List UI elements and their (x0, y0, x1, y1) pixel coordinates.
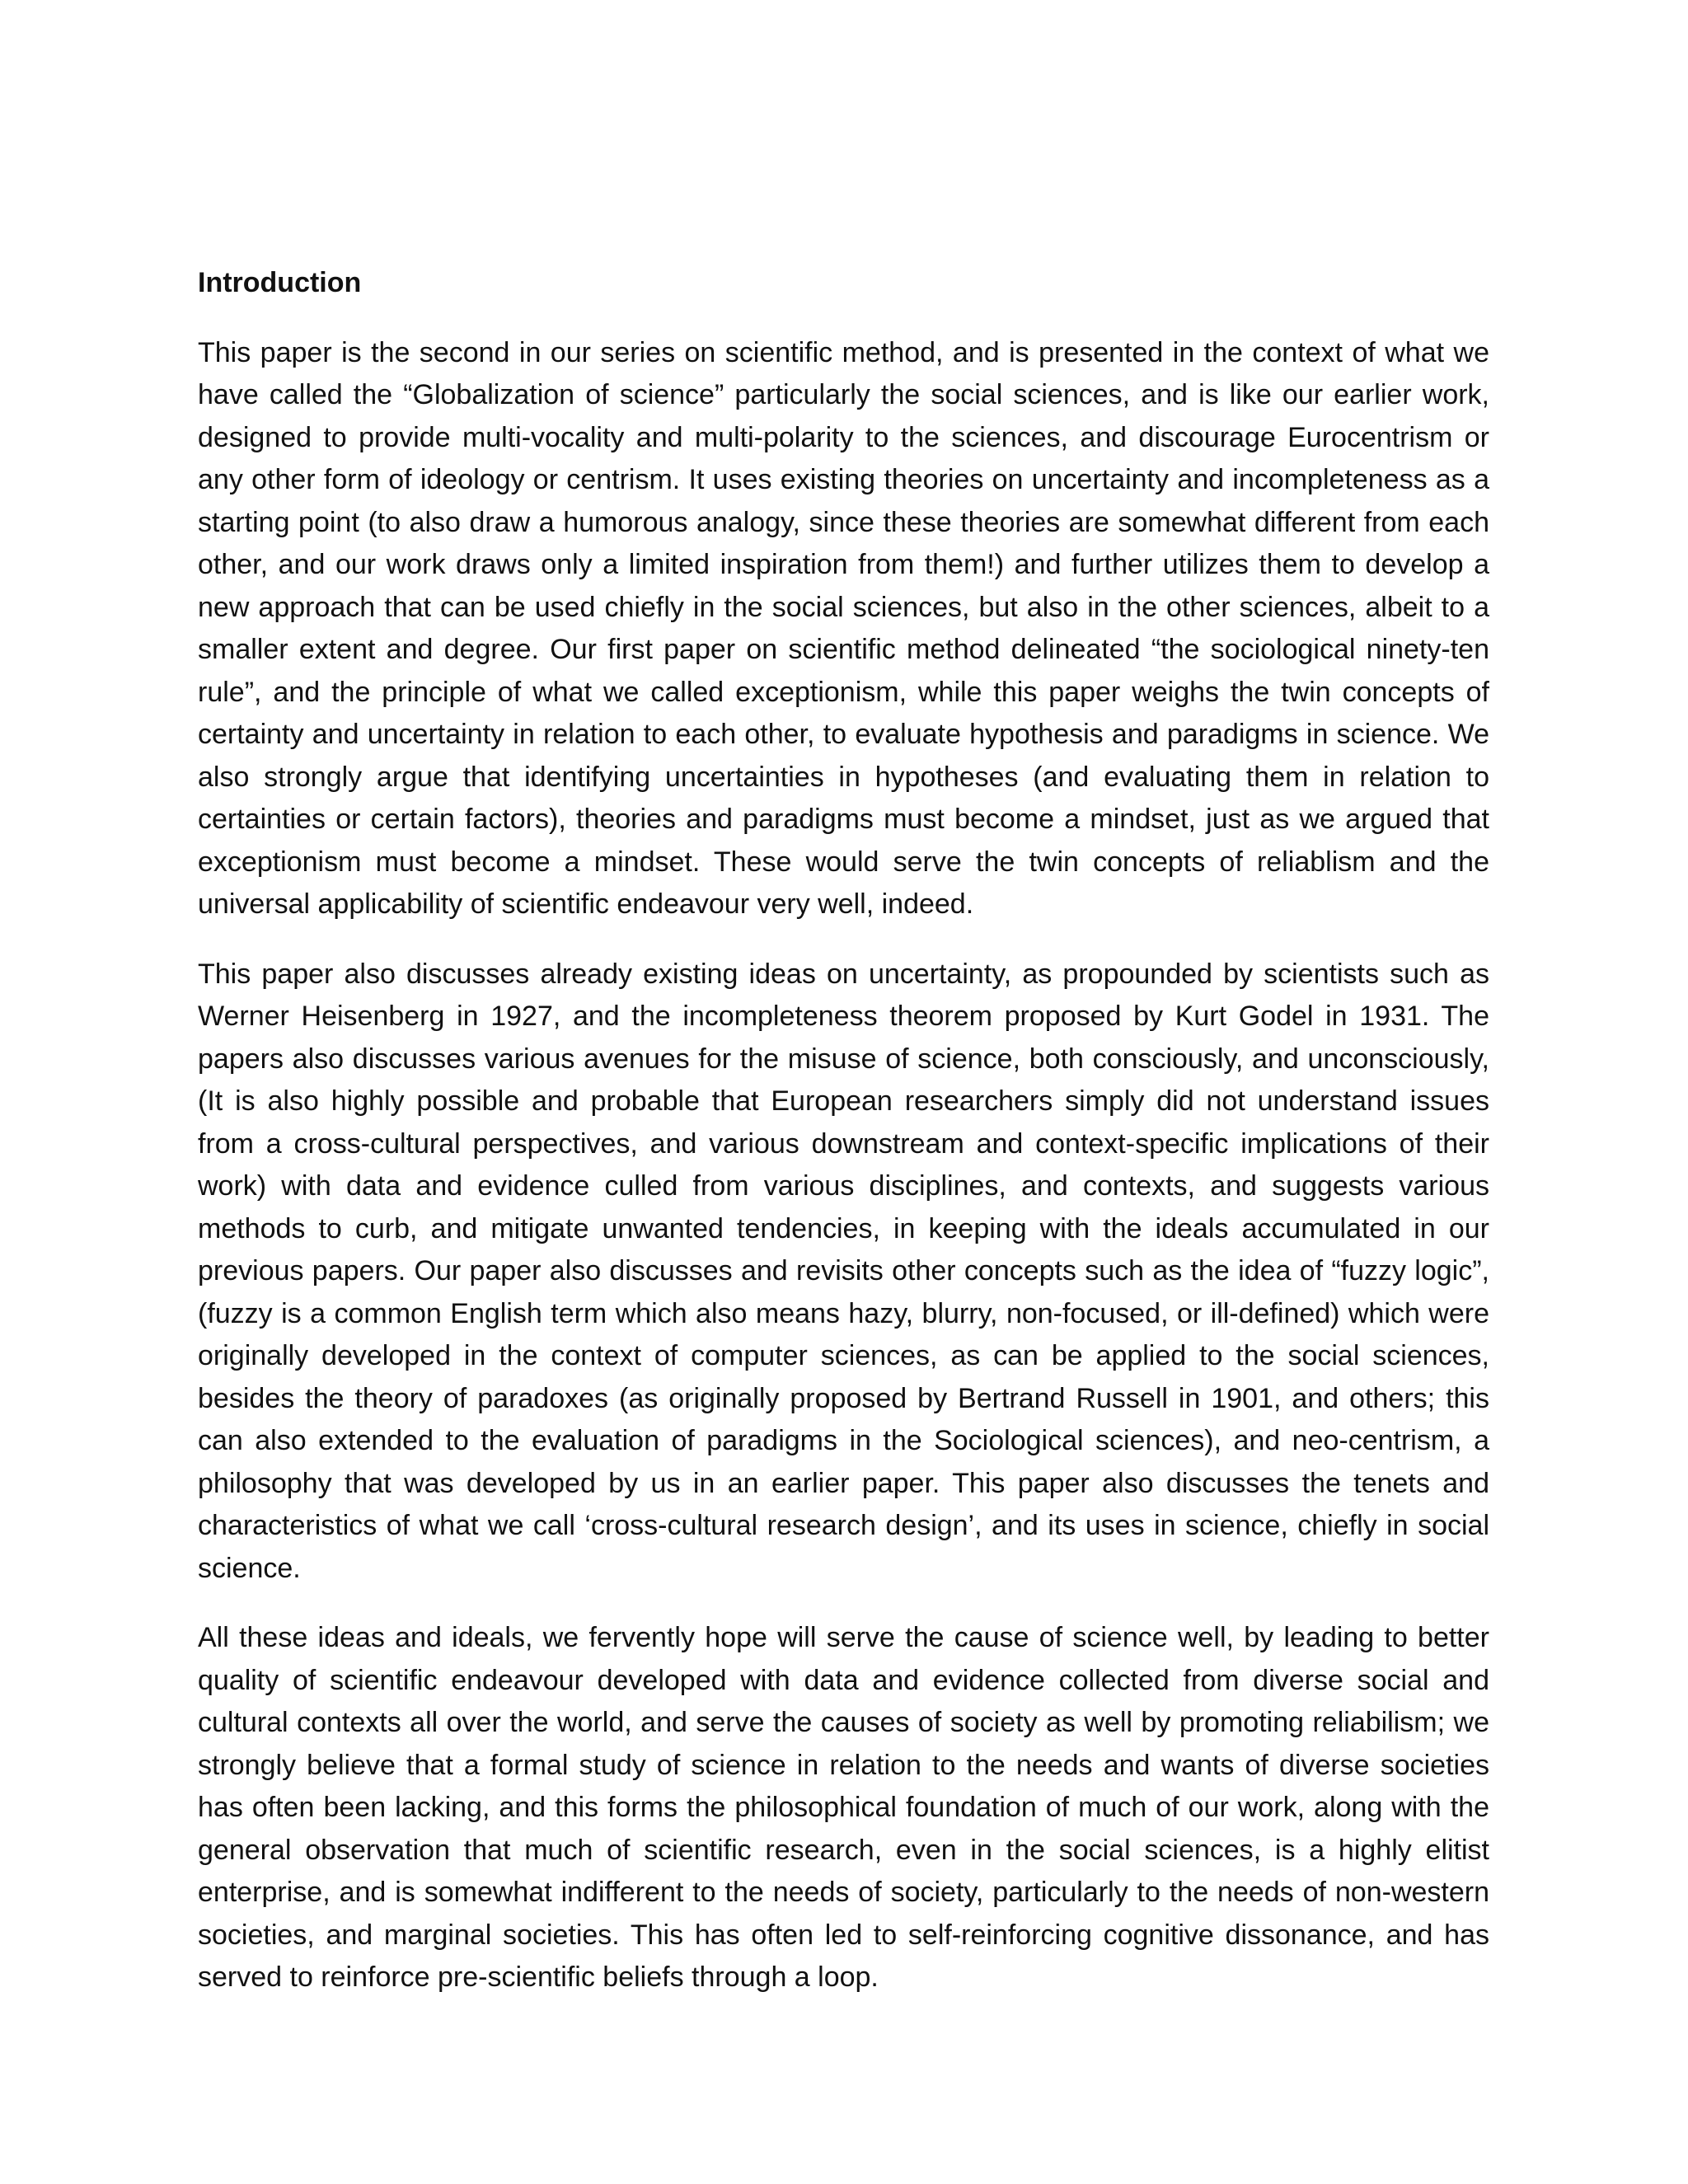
paragraph-2: This paper also discusses already existing ideas on uncertainty, as propounded by scientists such as Werner Heisenberg in 1927, and the incompleteness theorem proposed by Kurt Godel in 1931. The papers also discusses various avenues for the misuse of science, both consciously, and unconsciously, (It is also highly possible and probable that European researchers simply did not understand issues from a cross-cultural perspectives, and various downstream and context-specific implications of their work) with data and evidence culled from various disciplines, and contexts, and suggests various methods to curb, and mitigate unwanted tendencies, in keeping with the ideals accumulated in our previous papers. Our paper also discusses and revisits other concepts such as the idea of “fuzzy logic”, (fuzzy is a common English term which also means hazy, blurry, non-focused, or ill-defined) which were originally developed in the context of computer sciences, as can be applied to the social sciences, besides the theory of paradoxes (as originally proposed by Bertrand Russell in 1901, and others; this can also extended to the evaluation of paradigms in the Sociological sciences), and neo-centrism, a philosophy that was developed by us in an earlier paper. This paper also discusses the tenets and characteristics of what we call ‘cross-cultural research design’, and its uses in science, chiefly in social science. (198, 958, 1489, 1584)
section-heading: Introduction (198, 267, 362, 298)
paragraph-1: This paper is the second in our series on scientific method, and is presented in the context of what we have called the “Globalization of science” particularly the social sciences, and is like our earlier work, designed to provide multi-vocality and multi-polarity to the sciences, and discourage Eurocentrism or any other form of ideology or centrism. It uses existing theories on uncertainty and incompleteness as a starting point (to also draw a humorous analogy, since these theories are somewhat different from each other, and our work draws only a limited inspiration from them!) and further utilizes them to develop a new approach that can be used chiefly in the social sciences, but also in the other sciences, albeit to a smaller extent and degree. Our first paper on scientific method delineated “the sociological ninety-ten rule”, and the principle of what we called exceptionism, while this paper weighs the twin concepts of certainty and uncertainty in relation to each other, to evaluate hypothesis and paradigms in science. We also strongly argue that identifying uncertainties in hypotheses (and evaluating them in relation to certainties or certain factors), theories and paradigms must become a mindset, just as we argued that exceptionism must become a mindset. These would serve the twin concepts of reliablism and the universal applicability of scientific endeavour very well, indeed. (198, 336, 1489, 920)
document-body (198, 262, 1489, 2027)
paragraph-3: All these ideas and ideals, we fervently hope will serve the cause of science well, by leading to better quality of scientific endeavour developed with data and evidence collected from diverse social and cultural contexts all over the world, and serve the causes of society as well by promoting reliabilism; we strongly believe that a formal study of science in relation to the needs and wants of diverse societies has often been lacking, and this forms the philosophical foundation of much of our work, along with the general observation that much of scientific research, even in the social sciences, is a highly elitist enterprise, and is somewhat indifferent to the needs of society, particularly to the needs of non-western societies, and marginal societies. This has often led to self-reinforcing cognitive dissonance, and has served to reinforce pre-scientific beliefs through a loop. (198, 1622, 1489, 1993)
